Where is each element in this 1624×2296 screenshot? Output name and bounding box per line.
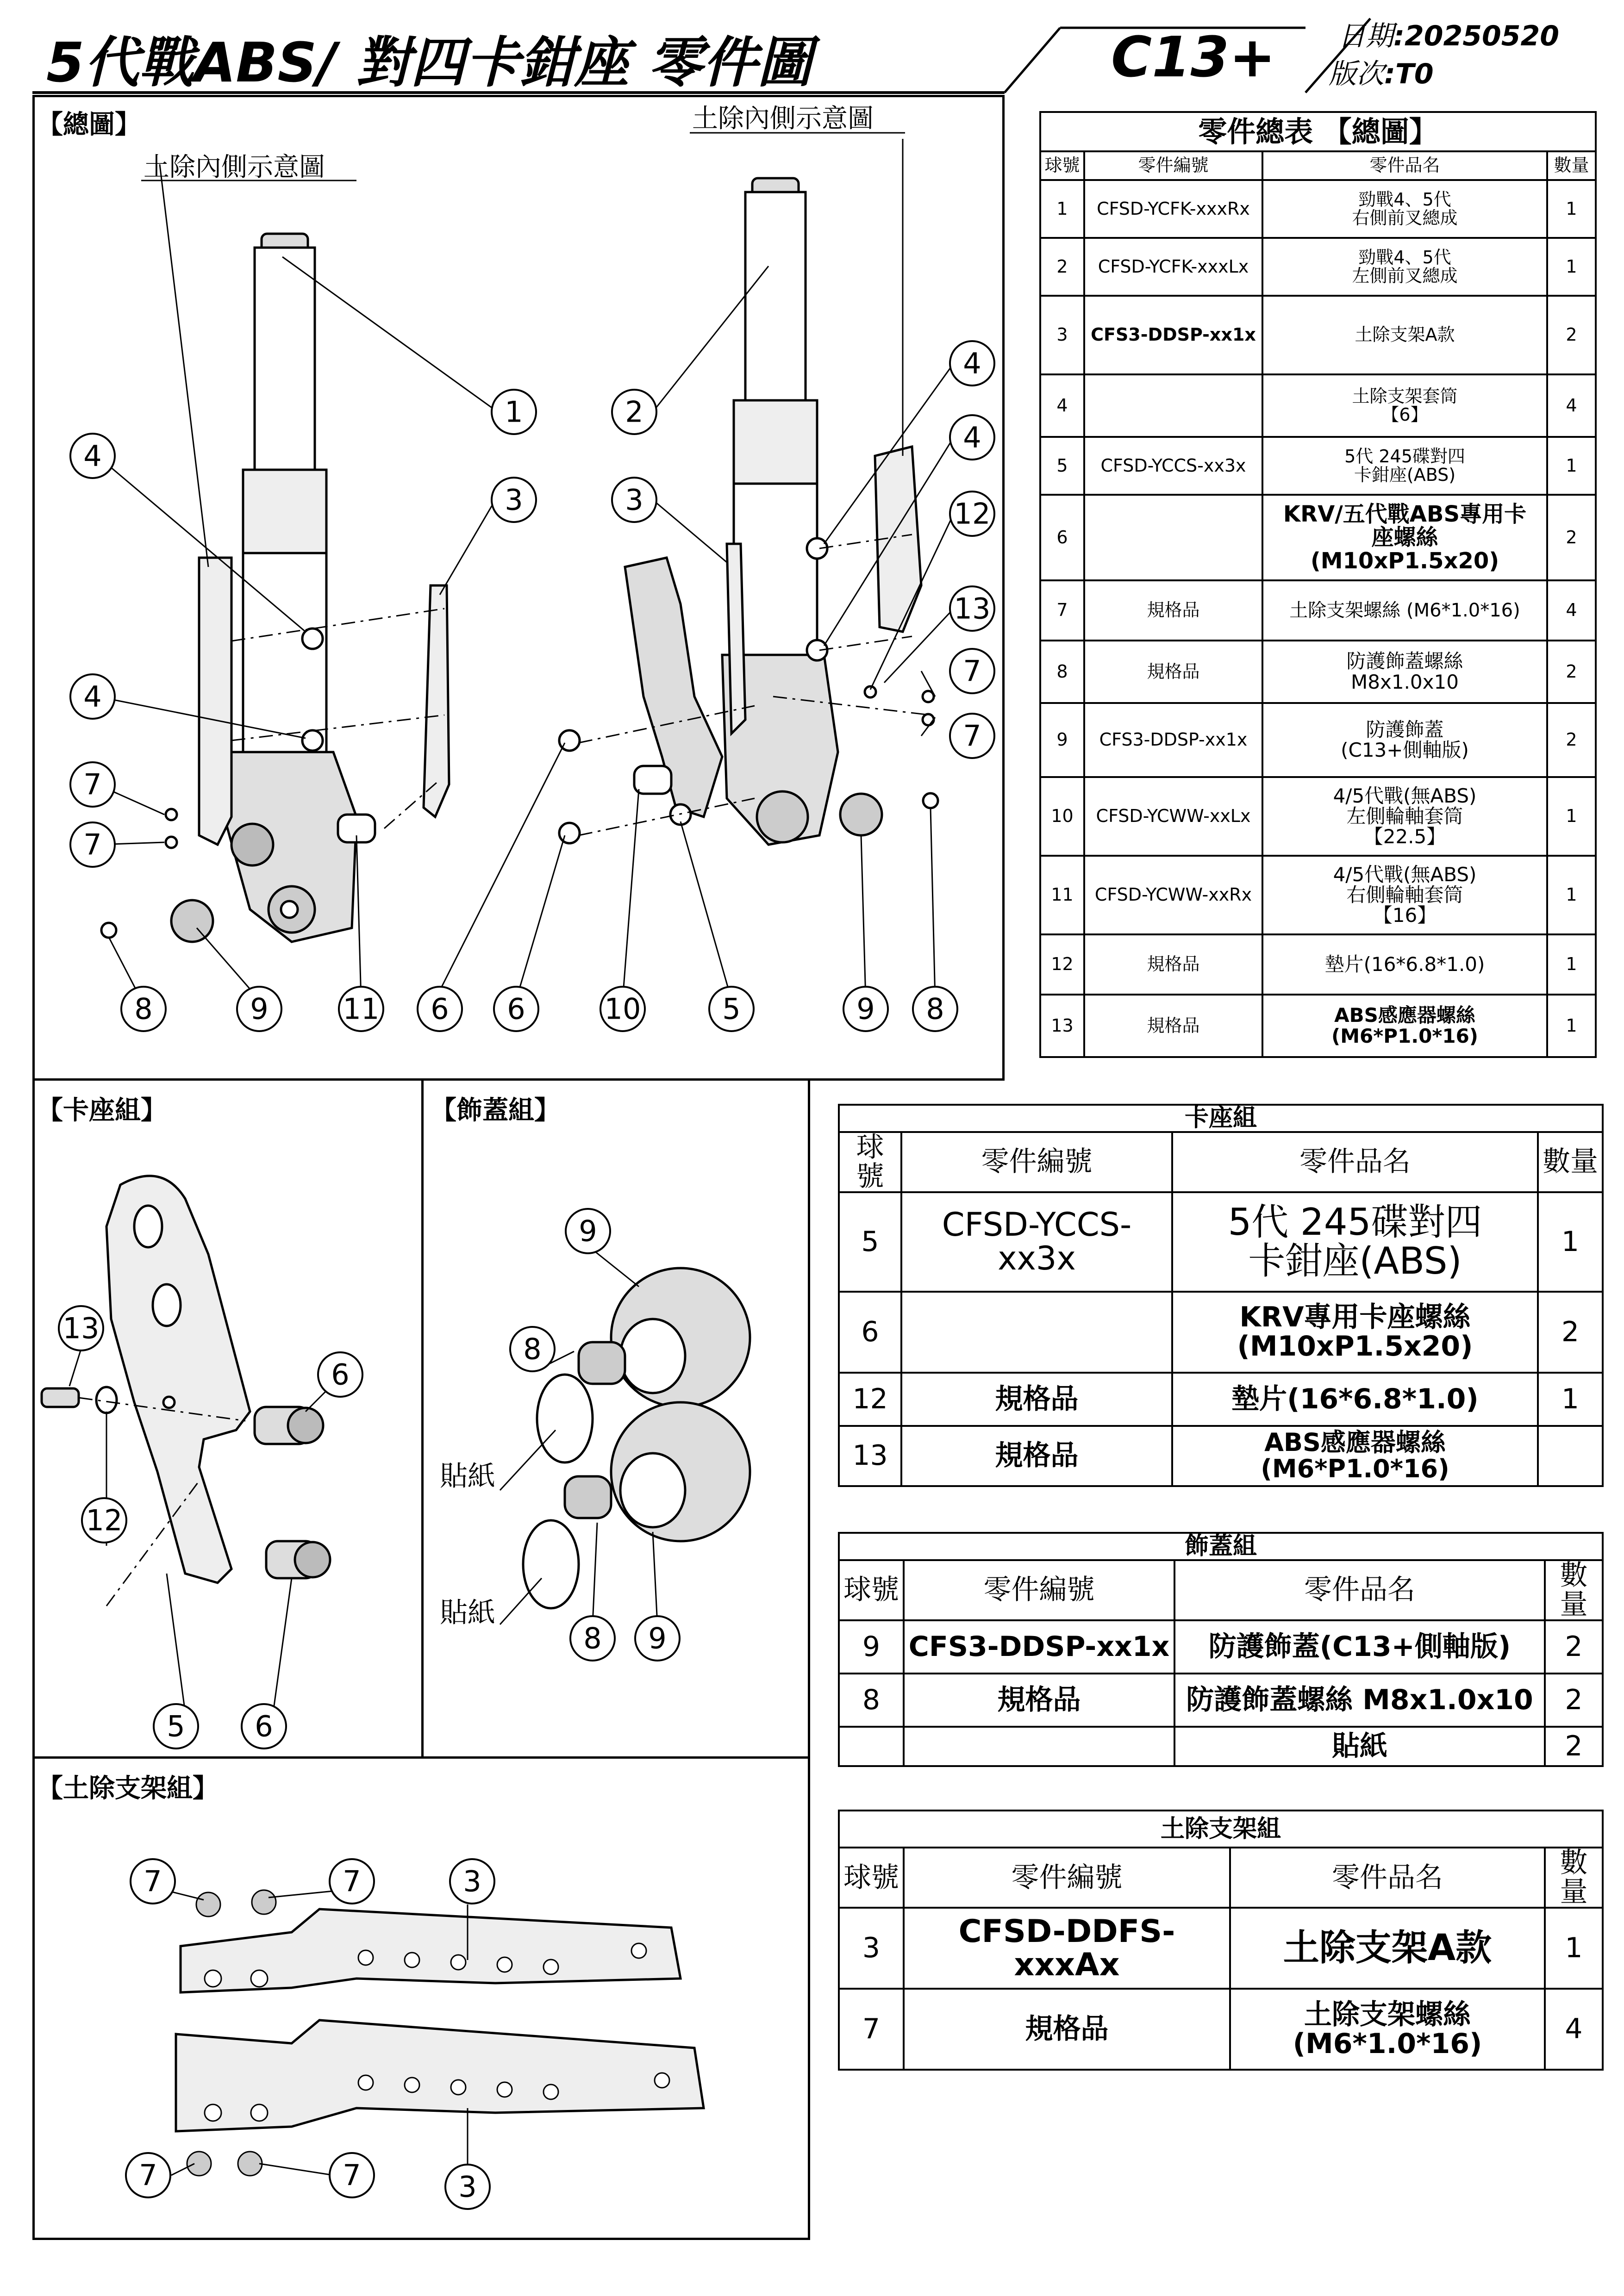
caliper-diagram	[32, 1078, 424, 1759]
col-header: 球號	[839, 1848, 904, 1908]
date-value: :20250520	[1393, 20, 1559, 52]
page-title: 5代戰ABS/ 對四卡鉗座 零件圖	[46, 31, 812, 94]
balloon-2: 2	[625, 395, 643, 429]
balloon-5: 5	[722, 992, 741, 1026]
cover-parts-table	[838, 1532, 1604, 1767]
balloon-3: 3	[625, 483, 643, 517]
inner-note-right: 土除內側示意圖	[692, 104, 874, 134]
balloon-7: 7	[343, 1864, 361, 1898]
col-header: 數量	[1547, 151, 1596, 180]
col-header: 球號	[839, 1560, 904, 1620]
balloon-8: 8	[926, 992, 944, 1026]
balloon-9: 9	[648, 1621, 667, 1655]
table-row: 8 規格品 防護飾蓋螺絲 M8x1.0x10 2	[1040, 641, 1596, 703]
sticker-label: 貼紙	[440, 1460, 495, 1493]
balloon-3: 3	[505, 483, 523, 517]
mudguard-diagram	[32, 1756, 810, 2240]
balloon-9: 9	[856, 992, 875, 1026]
mudguard-table-caption: 土除支架組	[839, 1811, 1603, 1848]
version-line	[1329, 52, 1434, 92]
balloon-4: 4	[963, 346, 981, 380]
overview-diagram	[32, 95, 1005, 1081]
col-header: 球號	[839, 1132, 901, 1192]
inner-note-left: 土除內側示意圖	[144, 152, 325, 182]
balloon-9: 9	[250, 992, 269, 1026]
col-header: 零件編號	[904, 1848, 1230, 1908]
balloon-3: 3	[463, 1864, 481, 1898]
table-row: 3 CFS3-DDSP-xx1x 土除支架A款 2	[1040, 296, 1596, 374]
cover-table-caption: 飾蓋組	[839, 1533, 1603, 1560]
table-row: 12 規格品 墊片(16*6.8*1.0) 1	[839, 1373, 1603, 1426]
table-row: 9 CFS3-DDSP-xx1x 防護飾蓋(C13+側軸版) 2	[839, 1620, 1603, 1674]
table-row: 6 KRV專用卡座螺絲 (M10xP1.5x20) 2	[839, 1292, 1603, 1373]
balloon-12: 12	[86, 1503, 123, 1537]
table-row: 1 CFSD-YCFK-xxxRx 勁戰4、5代 右側前叉總成 1	[1040, 180, 1596, 238]
balloon-7: 7	[83, 828, 102, 862]
col-header: 零件編號	[904, 1560, 1174, 1620]
balloon-7: 7	[144, 1864, 162, 1898]
col-header: 零件編號	[1084, 151, 1262, 180]
table-row: 9 CFS3-DDSP-xx1x 防護飾蓋 (C13+側軸版) 2	[1040, 703, 1596, 777]
balloon-10: 10	[604, 992, 641, 1026]
mudguard-parts-table	[838, 1810, 1604, 2071]
date-line	[1338, 14, 1559, 54]
table-row: 5 CFSD-YCCS-xx3x 5代 245碟對四 卡鉗座(ABS) 1	[1040, 437, 1596, 495]
balloon-8: 8	[523, 1332, 542, 1366]
col-header: 零件品名	[1262, 151, 1547, 180]
fork-right	[227, 234, 356, 942]
caliper-parts-table	[838, 1104, 1604, 1487]
table-row: 4 土除支架套筒 【6】 4	[1040, 374, 1596, 437]
balloon-6: 6	[431, 992, 449, 1026]
balloon-6: 6	[331, 1357, 350, 1392]
table-row: 10 CFSD-YCWW-xxLx 4/5代戰(無ABS) 左側輪軸套筒 【22.5】 1	[1040, 777, 1596, 856]
overview-label: 【總圖】	[37, 110, 141, 140]
balloon-5: 5	[167, 1709, 185, 1743]
caliper-table-caption: 卡座組	[839, 1105, 1603, 1132]
balloon-13: 13	[62, 1311, 100, 1345]
table-row: 13 規格品 ABS感應器螺絲 (M6*P1.0*16)	[839, 1426, 1603, 1486]
table-row: 貼紙 2	[839, 1727, 1603, 1766]
balloon-7: 7	[83, 767, 102, 802]
balloon-9: 9	[579, 1214, 597, 1248]
table-row: 3 CFSD-DDFS-xxxAx 土除支架A款 1	[839, 1908, 1603, 1989]
balloon-7: 7	[343, 2158, 361, 2192]
table-row: 11 CFSD-YCWW-xxRx 4/5代戰(無ABS) 右側輪軸套筒 【16】 1	[1040, 856, 1596, 934]
col-header: 數量	[1545, 1848, 1603, 1908]
table-row: 7 規格品 土除支架螺絲 (M6*1.0*16) 4	[1040, 580, 1596, 641]
date-label: 日期	[1338, 20, 1393, 52]
balloon-4: 4	[83, 439, 102, 473]
balloon-6: 6	[507, 992, 525, 1026]
table-row: 5 CFSD-YCCS-xx3x 5代 245碟對四 卡鉗座(ABS) 1	[839, 1192, 1603, 1292]
fork-left	[722, 178, 838, 845]
balloon-7: 7	[139, 2158, 157, 2192]
col-header: 零件品名	[1174, 1560, 1545, 1620]
main-table-caption: 零件總表 【總圖】	[1040, 112, 1596, 151]
cover-diagram	[421, 1078, 810, 1759]
sticker-label: 貼紙	[440, 1597, 495, 1629]
table-row: 7 規格品 土除支架螺絲 (M6*1.0*16) 4	[839, 1989, 1603, 2070]
col-header: 球號	[1040, 151, 1084, 180]
caliper-group-label: 【卡座組】	[37, 1095, 167, 1126]
balloon-8: 8	[583, 1621, 602, 1655]
col-header: 零件編號	[901, 1132, 1172, 1192]
table-row: 2 CFSD-YCFK-xxxLx 勁戰4、5代 左側前叉總成 1	[1040, 238, 1596, 296]
model-code: C13+	[1111, 25, 1276, 90]
table-row: 13 規格品 ABS感應器螺絲 (M6*P1.0*16) 1	[1040, 995, 1596, 1057]
balloon-6: 6	[255, 1709, 273, 1743]
balloon-12: 12	[954, 497, 991, 531]
main-parts-table	[1039, 111, 1597, 1058]
balloon-4: 4	[83, 679, 102, 714]
col-header: 數量	[1538, 1132, 1603, 1192]
balloon-1: 1	[505, 395, 523, 429]
balloon-7: 7	[963, 719, 981, 753]
col-header: 零件品名	[1230, 1848, 1545, 1908]
col-header: 數量	[1545, 1560, 1603, 1620]
balloon-11: 11	[343, 992, 380, 1026]
balloon-8: 8	[134, 992, 153, 1026]
balloon-4: 4	[963, 420, 981, 454]
version-value: :T0	[1384, 58, 1434, 90]
cover-group-label: 【飾蓋組】	[431, 1095, 560, 1126]
version-label: 版次	[1329, 58, 1384, 90]
col-header: 零件品名	[1172, 1132, 1538, 1192]
balloon-3: 3	[458, 2170, 477, 2204]
balloon-7: 7	[963, 654, 981, 688]
balloon-13: 13	[954, 591, 991, 626]
mudguard-group-label: 【土除支架組】	[37, 1773, 219, 1804]
table-row: 6 KRV/五代戰ABS專用卡 座螺絲 (M10xP1.5x20) 2	[1040, 495, 1596, 580]
table-row: 8 規格品 防護飾蓋螺絲 M8x1.0x10 2	[839, 1674, 1603, 1727]
table-row: 12 規格品 墊片(16*6.8*1.0) 1	[1040, 934, 1596, 995]
